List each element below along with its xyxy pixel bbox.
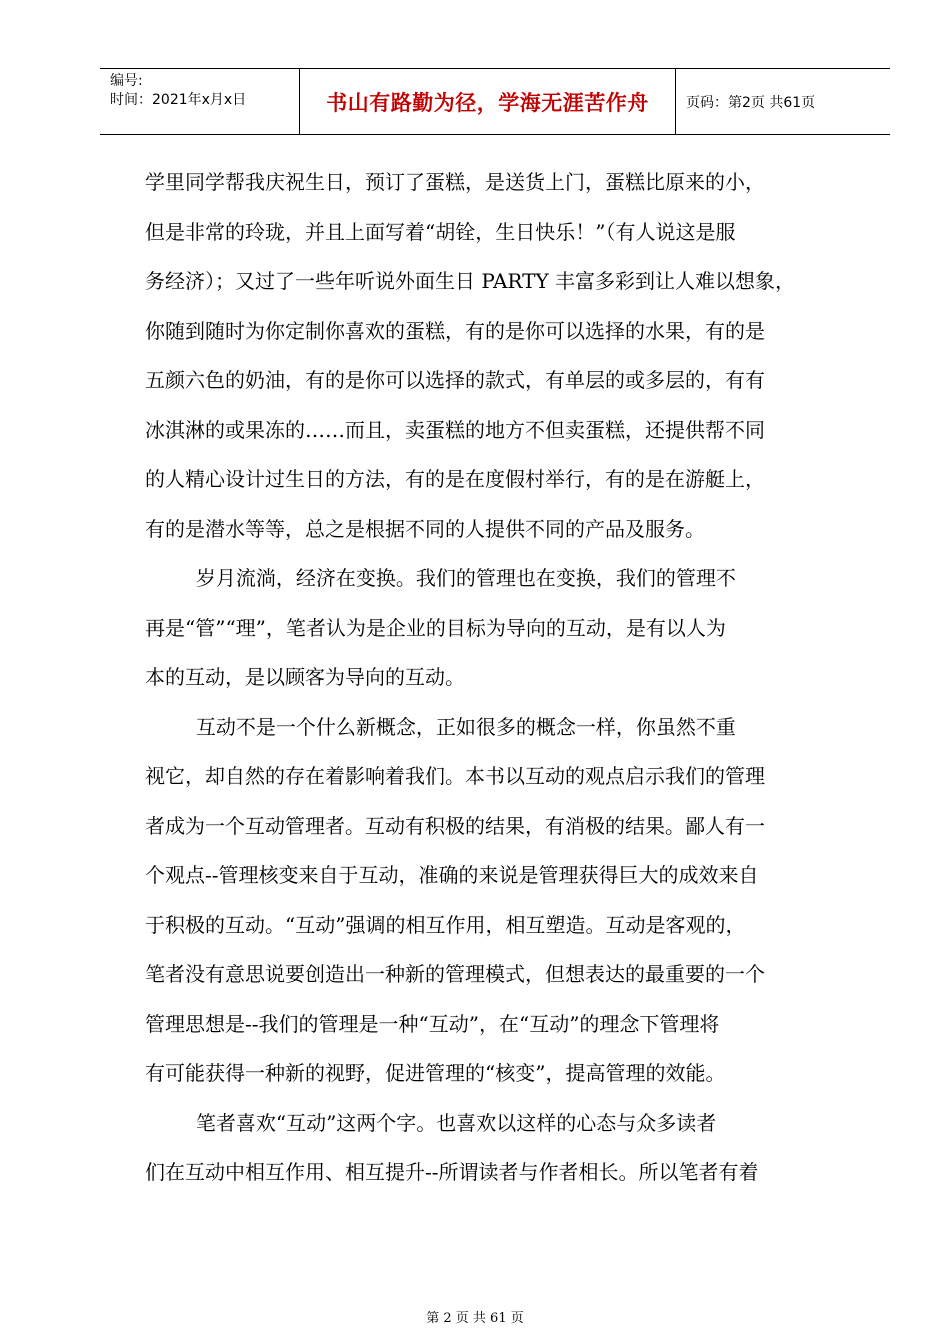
number-label: 编号:	[110, 73, 143, 89]
body-line: 互动不是一个什么新概念，正如很多的概念一样，你虽然不重	[145, 714, 736, 739]
body-line: 于积极的互动。“互动”强调的相互作用，相互塑造。互动是客观的，	[145, 912, 746, 937]
body-line: 学里同学帮我庆祝生日，预订了蛋糕，是送货上门，蛋糕比原来的小，	[145, 170, 765, 194]
body-line: 管理思想是--我们的管理是一种“互动”，在“互动”的理念下管理将	[145, 1011, 720, 1036]
body-line: 再是“管”“理”，笔者认为是企业的目标为导向的互动，是有以人为	[145, 615, 726, 640]
body-line: 但是非常的玲珑，并且上面写着“胡铨，生日快乐！”（有人说这是服	[145, 219, 736, 244]
body-line: 们在互动中相互作用、相互提升--所谓读者与作者相长。所以笔者有着	[145, 1160, 759, 1184]
body-line: 笔者没有意思说要创造出一种新的管理模式，但想表达的最重要的一个	[145, 962, 765, 986]
body-line: 个观点--管理核变来自于互动，准确的来说是管理获得巨大的成效来自	[145, 863, 759, 887]
footer-page-number: 第 2 页 共 61 页	[426, 1311, 524, 1326]
body-line: 你随到随时为你定制你喜欢的蛋糕，有的是你可以选择的水果，有的是	[145, 318, 765, 343]
body-line: 本的互动，是以顾客为导向的互动。	[145, 665, 465, 689]
body-line: 笔者喜欢“互动”这两个字。也喜欢以这样的心态与众多读者	[145, 1110, 717, 1135]
body-line: 五颜六色的奶油，有的是你可以选择的款式，有单层的或多层的，有有	[145, 368, 765, 392]
body-line: 者成为一个互动管理者。互动有积极的结果，有消极的结果。鄙人有一	[145, 813, 765, 838]
body-line: 视它，却自然的存在着影响着我们。本书以互动的观点启示我们的管理	[145, 764, 765, 788]
body-line: 冰淇淋的或果冻的……而且，卖蛋糕的地方不但卖蛋糕，还提供帮不同	[145, 417, 765, 442]
body-line: 有的是潜水等等，总之是根据不同的人提供不同的产品及服务。	[145, 516, 705, 541]
body-line: 有可能获得一种新的视野，促进管理的“核变”，提高管理的效能。	[145, 1061, 726, 1085]
body-line: 务经济）；又过了一些年听说外面生日 PARTY 丰富多彩到让人难以想象，	[145, 269, 796, 293]
header-motto-cell	[300, 69, 676, 134]
body-line: 的人精心设计过生日的方法，有的是在度假村举行，有的是在游艇上，	[145, 467, 765, 491]
page-header	[100, 68, 890, 135]
header-meta-cell	[100, 69, 300, 134]
page-code-text: 页码：第2页 共61页	[686, 94, 816, 111]
time-label: 时间：2021年x月x日	[110, 92, 247, 108]
header-page-cell	[676, 69, 890, 134]
document-body	[145, 158, 865, 1198]
page-footer	[0, 1307, 950, 1326]
body-line: 岁月流淌，经济在变换。我们的管理也在变换，我们的管理不	[145, 566, 736, 590]
motto-text: 书山有路勤为径，学海无涯苦作舟	[326, 90, 649, 115]
